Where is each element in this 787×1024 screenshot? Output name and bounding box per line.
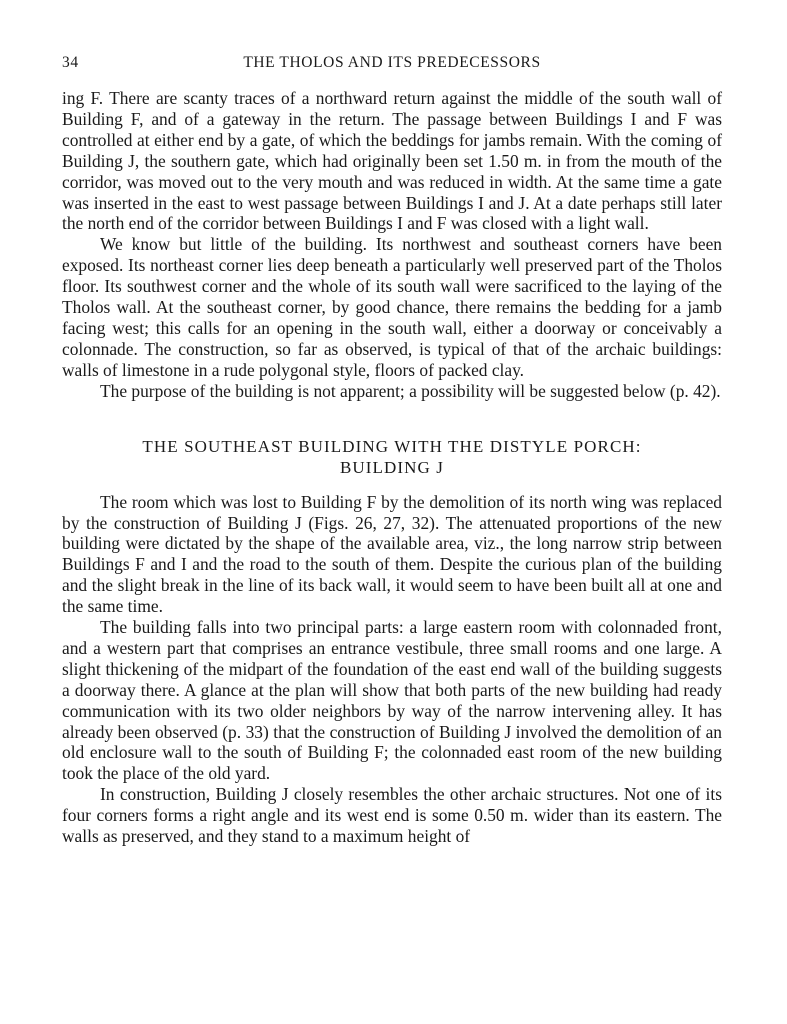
running-title: THE THOLOS AND ITS PREDECESSORS	[243, 54, 541, 71]
section-heading-line: THE SOUTHEAST BUILDING WITH THE DISTYLE PORCH:	[142, 436, 642, 456]
body-text	[62, 88, 722, 847]
paragraph: In construction, Building J closely resembles the other archaic structures. Not one of its four corners forms a right angle and its west end is some 0.50 m. wider than its eastern. The walls as preserved, and they stand to a maximum height of	[62, 784, 722, 847]
paragraph: The purpose of the building is not apparent; a possibility will be suggested below (p. 42).	[100, 380, 721, 401]
paragraph: The room which was lost to Building F by the demolition of its north wing was replaced by the construction of Building J (Figs. 26, 27, 32). The attenuated proportions of the new building were dictated by the shape of the available area, viz., the long narrow strip between Buildings F and I and the road to the south of them. Despite the curious plan of the building and the slight break in the line of its back wall, it would seem to have been built all at one and the same time.	[62, 491, 722, 617]
paragraph: The building falls into two principal parts: a large eastern room with colonnaded front, and a western part that comprises an entrance vestibule, three small rooms and one large. A slight thickening of the midpart of the foundation of the east end wall of the building suggests a doorway there. A glance at the plan will show that both parts of the new building had ready communication with its two older neighbors by way of the narrow intervening alley. It has already been observed (p. 33) that the construction of Building J involved the demolition of an old enclosure wall to the south of Building F; the colonnaded east room of the new building took the place of the old yard.	[62, 617, 722, 784]
paragraph: We know but little of the building. Its northwest and southeast corners have been exposed. Its northeast corner lies deep beneath a particularly well preserved part of the Tholos floor. Its southwest corner and the whole of its south wall were sacrificed to the laying of the Tholos wall. At the southeast corner, by good chance, there remains the bedding for a jamb facing west; this calls for an opening in the south wall, either a doorway or conceivably a colonnade. The construction, so far as observed, is typical of that of the archaic buildings: walls of limestone in a rude polygonal style, floors of packed clay.	[62, 234, 722, 380]
book-page	[62, 54, 722, 847]
running-head	[62, 54, 722, 76]
section-heading-line: BUILDING J	[339, 457, 445, 477]
paragraph: ing F. There are scanty traces of a northward return against the middle of the south wall of Building F, and of a gateway in the return. The passage between Buildings I and F was controlled at either end by a gate, of which the beddings for jambs remain. With the coming of Building J, the southern gate, which had originally been set 1.50 m. in from the mouth of the corridor, was moved out to the very mouth and was reduced in width. At the same time a gate was inserted in the east to west passage between Buildings I and J. At a date perhaps still later the north end of the corridor between Buildings I and F was closed with a light wall.	[62, 88, 722, 234]
page-number: 34	[62, 54, 79, 71]
section-heading	[62, 436, 722, 478]
